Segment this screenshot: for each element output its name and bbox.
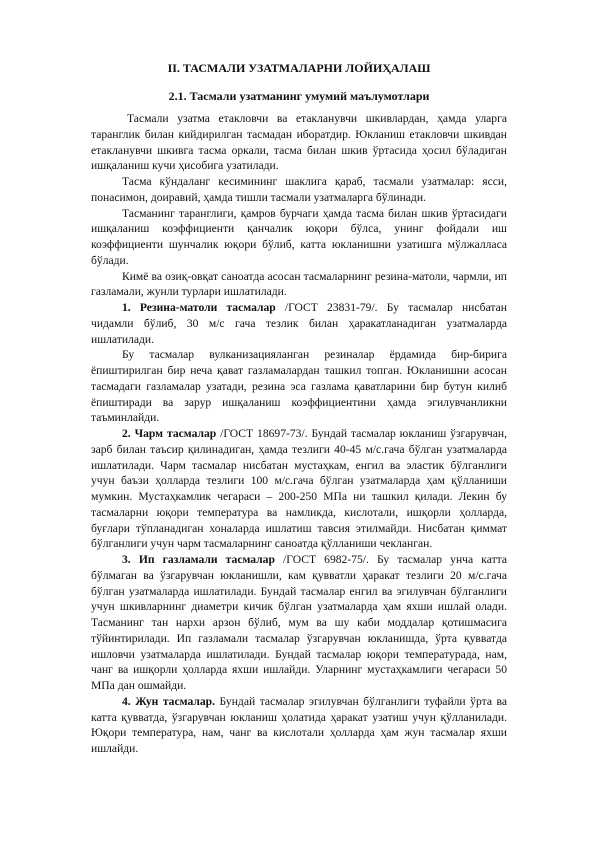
paragraph	[91, 552, 507, 694]
paragraph	[91, 347, 507, 426]
paragraph-text: Тасма кўндаланг кесимининг шаклига қараб, тасмали узатмалар: ясси, понасимон, доиравий, ҳамда тишли тасмали узатмаларга бўлинади.	[91, 175, 507, 204]
section-heading: 2.1. Тасмали узатманинг умумий маълумотлари	[168, 89, 430, 103]
paragraph-title: 4. Жун тасмалар.	[122, 694, 215, 708]
paragraph	[91, 300, 507, 347]
paragraph	[91, 269, 507, 301]
paragraph	[91, 426, 507, 552]
paragraph-title: 1. Резина-матоли тасмалар	[122, 301, 276, 314]
paragraph-text: /ГОСТ 18697-73/. Бундай тасмалар юкланиш ўзгарувчан, зарб билан таъсир қилинадиган, ҳамда тезлиги 40-45 м/с.гача бўлган узатмаларда ишлатилади. Чарм тасмалар нисбатан мустаҳкам, енгил ва эластик бўлганлиги учун баъзи ҳолларда тезлиги 100 м/с.гача бўлган узатмаларда ҳам қўлланиши мумкин. Мустаҳкамлик чегараси – 200-250 МПа ни ташкил қилади. Лекин бу тасмаларни юқори температура ва намликда, кислотали, ишқорли ҳолларда, буғлари тўпланадиган хоналарда ишлатиш тавсия этилмайди. Нисбатан қиммат бўлганлиги учун чарм тасмаларнинг саноатда қўлланиши чекланган.	[91, 427, 507, 551]
paragraph-text: Тасмали узатма етакловчи ва етакланувчи шкивлардан, ҳамда уларга таранглик билан кийдирилган тасмадан иборатдир. Юкланиш етакловчи шкивдан етакланувчи шкивга тасма оркали, тасма билан шкив ўртасида ҳосил бўладиган ишқаланиш кучи ҳисобига узатилади.	[91, 112, 507, 173]
paragraph	[91, 174, 507, 206]
paragraph-text: Тасманинг таранглиги, қамров бурчаги ҳамда тасма билан шкив ўртасидаги ишқаланиш коэффициенти қанчалик юқори бўлса, унинг фойдали иш коэффициенти шунчалик юқори бўлиб, катта юкланишни узатишга мўлжалласа бўлади.	[91, 206, 507, 267]
paragraph-title: 3. Ип газламали тасмалар	[122, 553, 275, 566]
paragraph	[91, 206, 507, 269]
paragraph	[91, 111, 507, 174]
paragraph-text: Бундай тасмалар эгилувчан бўлганлиги туфайли ўрта ва катта қувватда, ўзгарувчан юкланиш ҳолатида ҳаракат узатиш учун қўлланилади. Юқори температура, нам, чанг ва кислотали ҳолларда ҳам жун тасмалар яхши ишлайди.	[91, 694, 507, 755]
chapter-heading: II. ТАСМАЛИ УЗАТМАЛАРНИ ЛОЙИҲАЛАШ	[167, 61, 431, 75]
paragraph-text: /ГОСТ 23831-79/. Бу тасмалар нисбатан чидамли бўлиб, 30 м/с гача тезлик билан ҳаракатланадиган узатмаларда ишлатилади.	[91, 301, 507, 346]
document-page	[91, 60, 507, 757]
paragraph-title: 2. Чарм тасмалар	[122, 427, 217, 440]
paragraph-text: Кимё ва озиқ-овқат саноатда асосан тасмаларнинг резина-матоли, чармли, ип газламали, жунли турлари ишлатилади.	[91, 269, 507, 299]
paragraph-text: Бу тасмалар вулканизацияланган резиналар ёрдамида бир-бирига ёпиштирилган бир неча қават газламалардан ташкил топган. Юкланишни асосан тасмадаги газламалар узатади, резина эса газлама қаватларини бир бутун килиб ёпиштиради ва зарур ишқаланиш коэффициентини ҳамда эгилувчанликни таъминлайди.	[91, 348, 507, 425]
paragraph	[91, 694, 507, 757]
paragraph-text: /ГОСТ 6982-75/. Бу тасмалар унча катта бўлмаган ва ўзгарувчан юкланишли, кам қувватли ҳаракат тезлиги 20 м/с.гача бўлган узатмаларда ишлатилади. Бундай тасмалар енгил ва эгилувчан бўлганлиги учун шкивларнинг диаметри кичик бўлган узатмаларда ҳам яхши ишлай олади. Тасманинг тан нархи арзон бўлиб, мум ва шу каби моддалар қотишмасига тўйинтирилади. Ип газламали тасмалар ўзгарувчан юкланишда, ўрта қувватда ишловчи узатмаларда ишлатилади. Бундай тасмалар юқори температурада, нам, чанг ва ишқорли ҳолларда яхши ишлайди. Уларнинг мустаҳкамлиги чегараси 50 МПа дан ошмайди.	[91, 553, 507, 692]
